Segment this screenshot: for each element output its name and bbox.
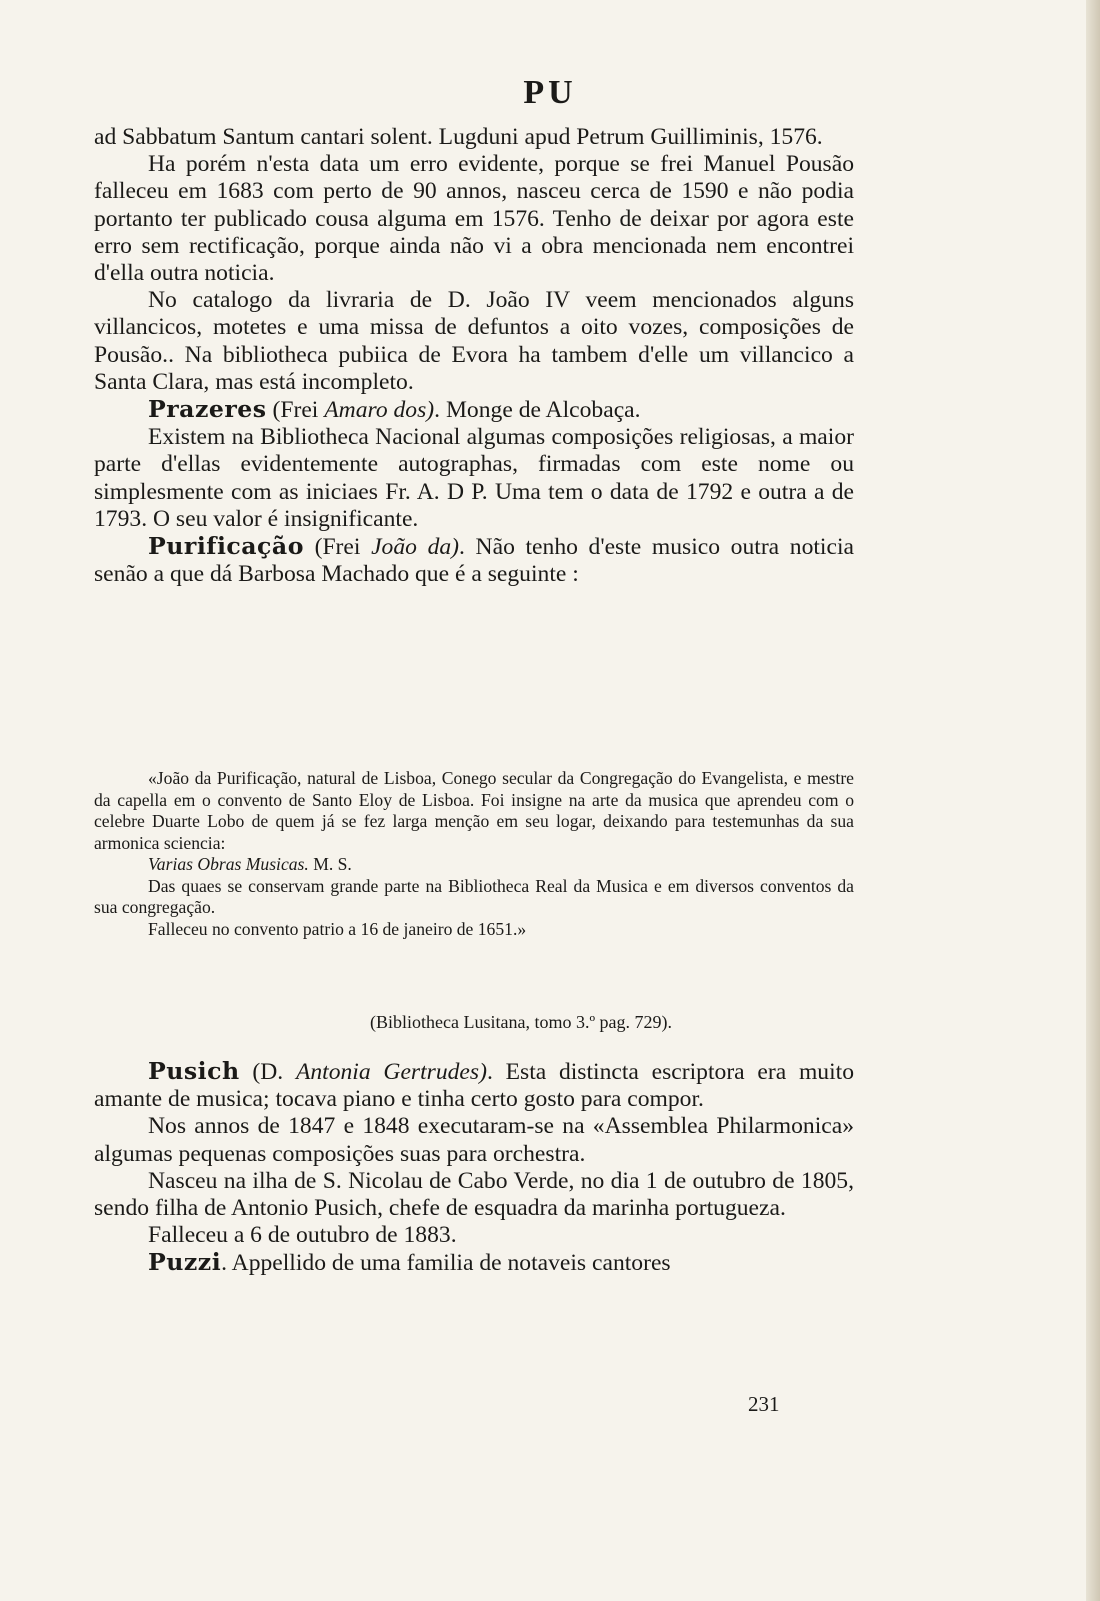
upper-text-block bbox=[94, 124, 854, 588]
paragraph: Nasceu na ilha de S. Nicolau de Cabo Verde, no dia 1 de outubro de 1805, sendo filha de Antonio Pusich, chefe de esquadra da marinha portugueza. bbox=[94, 1167, 854, 1222]
citation: (Bibliotheca Lusitana, tomo 3.º pag. 729). bbox=[370, 1012, 673, 1032]
paragraph: Existem na Bibliotheca Nacional algumas composições religiosas, a maior parte d'ellas evidentemente autographas, firmadas com este nome ou simplesmente com as iniciaes Fr. A. D P. Uma tem o data de 1792 e outra a de 1793. O seu valor é insignificante. bbox=[94, 424, 854, 532]
entry-name: Prazeres bbox=[148, 395, 267, 424]
entry-purificacao-heading: Purificação (Frei João da). Não tenho d'este musico outra noticia senão a que dá Barbosa Machado que é a seguinte : bbox=[94, 532, 854, 588]
paragraph: ad Sabbatum Santum cantari solent. Lugduni apud Petrum Guilliminis, 1576. bbox=[94, 124, 823, 150]
quotation-block bbox=[94, 768, 854, 940]
page-edge bbox=[1086, 0, 1100, 1601]
page-number: 231 bbox=[748, 1392, 780, 1416]
entry-pusich-heading: Pusich (D. Antonia Gertrudes). Esta distincta escriptora era muito amante de musica; tocava piano e tinha certo gosto para compor. bbox=[94, 1057, 854, 1113]
entry-name: Pusich bbox=[148, 1057, 240, 1085]
running-head: PU bbox=[523, 74, 577, 111]
paragraph: Falleceu a 6 de outubro de 1883. bbox=[148, 1222, 457, 1249]
quote-paragraph: «João da Purificação, natural de Lisboa, Conego secular da Congregação do Evangelista, e mestre da capella em o convento de Santo Eloy de Lisboa. Foi insigne na arte da musica que aprendeu com o celebre Duarte Lobo de quem já se fez larga menção em seu logar, deixando para testemunhas da sua armonica sciencia: bbox=[94, 768, 854, 853]
paragraph: No catalogo da livraria de D. João IV veem mencionados alguns villancicos, motetes e uma missa de defuntos a oito vozes, composições de Pousão.. Na bibliotheca pubiica de Evora ha tambem d'elle um villancico a Santa Clara, mas está incompleto. bbox=[94, 287, 854, 395]
quote-paragraph: Falleceu no convento patrio a 16 de janeiro de 1651.» bbox=[148, 918, 527, 939]
paragraph: Nos annos de 1847 e 1848 executaram-se na «Assemblea Philarmonica» algumas pequenas composições suas para orchestra. bbox=[94, 1113, 854, 1167]
entry-name: Purificação bbox=[148, 532, 304, 561]
entry-prazeres-heading: Prazeres (Frei Amaro dos). Monge de Alcobaça. bbox=[148, 395, 641, 424]
quote-paragraph: Das quaes se conservam grande parte na Bibliotheca Real da Musica e em diversos conventos da sua congregação. bbox=[94, 875, 854, 917]
entry-puzzi-heading: Puzzi. Appellido de uma familia de notaveis cantores bbox=[148, 1248, 671, 1277]
paragraph: Ha porém n'esta data um erro evidente, porque se frei Manuel Pousão falleceu em 1683 com perto de 90 annos, nasceu cerca de 1590 e não podia portanto ter publicado cousa alguma em 1576. Tenho de deixar por agora este erro sem rectificação, porque ainda não vi a obra mencionada nem encontrei d'ella outra noticia. bbox=[94, 151, 854, 287]
lower-text-block bbox=[94, 1058, 854, 1278]
entry-name: Puzzi bbox=[148, 1248, 222, 1277]
quote-work: Varias Obras Musicas. M. S. bbox=[148, 854, 352, 874]
